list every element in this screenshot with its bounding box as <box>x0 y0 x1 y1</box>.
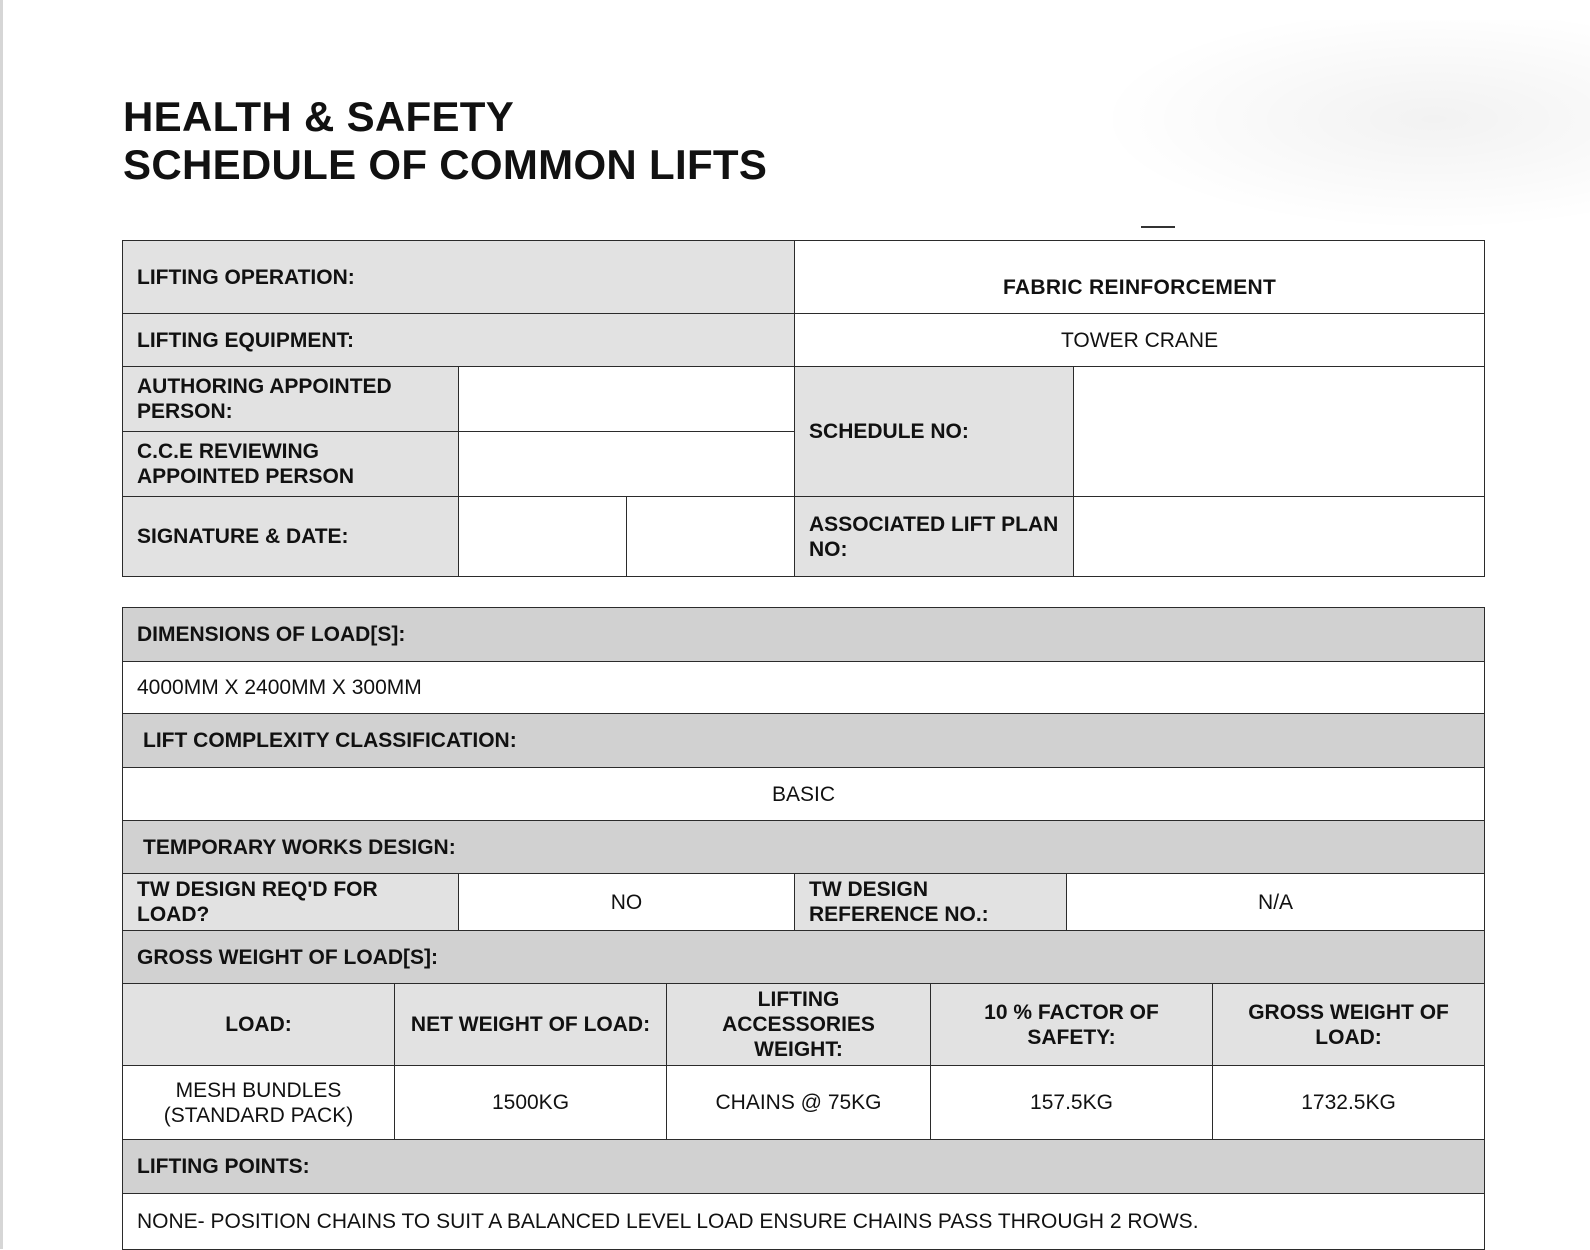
col-accessories-header: LIFTING ACCESSORIES WEIGHT: <box>667 984 931 1066</box>
associated-lift-plan-field[interactable] <box>1074 497 1485 577</box>
scan-smudge <box>1070 20 1590 240</box>
lifting-operation-label: LIFTING OPERATION: <box>123 241 795 314</box>
stray-mark <box>1141 226 1175 228</box>
tw-reference-value[interactable]: N/A <box>1067 874 1485 931</box>
temporary-works-label: TEMPORARY WORKS DESIGN: <box>123 821 1485 874</box>
schedule-no-label: SCHEDULE NO: <box>795 367 1074 497</box>
col-safety-factor-header: 10 % FACTOR OF SAFETY: <box>931 984 1213 1066</box>
reviewing-person-label: C.C.E REVIEWING APPOINTED PERSON <box>123 432 459 497</box>
complexity-value[interactable]: BASIC <box>123 768 1485 821</box>
authoring-person-label: AUTHORING APPOINTED PERSON: <box>123 367 459 432</box>
gross-weight-cell[interactable]: 1732.5KG <box>1213 1066 1485 1140</box>
authoring-person-field[interactable] <box>459 367 795 432</box>
accessories-weight-cell[interactable]: CHAINS @ 75KG <box>667 1066 931 1140</box>
dimensions-value[interactable]: 4000MM X 2400MM X 300MM <box>123 662 1485 714</box>
load-cell[interactable]: MESH BUNDLES (STANDARD PACK) <box>123 1066 395 1140</box>
gross-weight-label: GROSS WEIGHT OF LOAD[S]: <box>123 931 1485 984</box>
lifting-operation-value[interactable]: FABRIC REINFORCEMENT <box>795 241 1485 314</box>
page-title-line-2: SCHEDULE OF COMMON LIFTS <box>123 141 768 188</box>
dimensions-label: DIMENSIONS OF LOAD[S]: <box>123 608 1485 662</box>
reviewing-person-field[interactable] <box>459 432 795 497</box>
associated-lift-plan-label: ASSOCIATED LIFT PLAN NO: <box>795 497 1074 577</box>
lifting-equipment-label: LIFTING EQUIPMENT: <box>123 314 795 367</box>
page-title-line-1: HEALTH & SAFETY <box>123 93 515 140</box>
tw-required-value[interactable]: NO <box>459 874 795 931</box>
col-gross-weight-header: GROSS WEIGHT OF LOAD: <box>1213 984 1485 1066</box>
date-field[interactable] <box>627 497 795 577</box>
lifting-points-label: LIFTING POINTS: <box>123 1140 1485 1194</box>
page-edge <box>0 0 3 1249</box>
header-table <box>122 240 1485 577</box>
safety-factor-cell[interactable]: 157.5KG <box>931 1066 1213 1140</box>
net-weight-cell[interactable]: 1500KG <box>395 1066 667 1140</box>
signature-date-label: SIGNATURE & DATE: <box>123 497 459 577</box>
lifting-points-value[interactable]: NONE- POSITION CHAINS TO SUIT A BALANCED LEVEL LOAD ENSURE CHAINS PASS THROUGH 2 ROWS. <box>123 1194 1485 1250</box>
signature-field[interactable] <box>459 497 627 577</box>
tw-reference-label: TW DESIGN REFERENCE NO.: <box>795 874 1067 931</box>
complexity-label: LIFT COMPLEXITY CLASSIFICATION: <box>123 714 1485 768</box>
col-net-weight-header: NET WEIGHT OF LOAD: <box>395 984 667 1066</box>
schedule-no-field[interactable] <box>1074 367 1485 497</box>
details-table <box>122 607 1485 1250</box>
lifting-equipment-value[interactable]: TOWER CRANE <box>795 314 1485 367</box>
tw-required-label: TW DESIGN REQ'D FOR LOAD? <box>123 874 459 931</box>
col-load-header: LOAD: <box>123 984 395 1066</box>
